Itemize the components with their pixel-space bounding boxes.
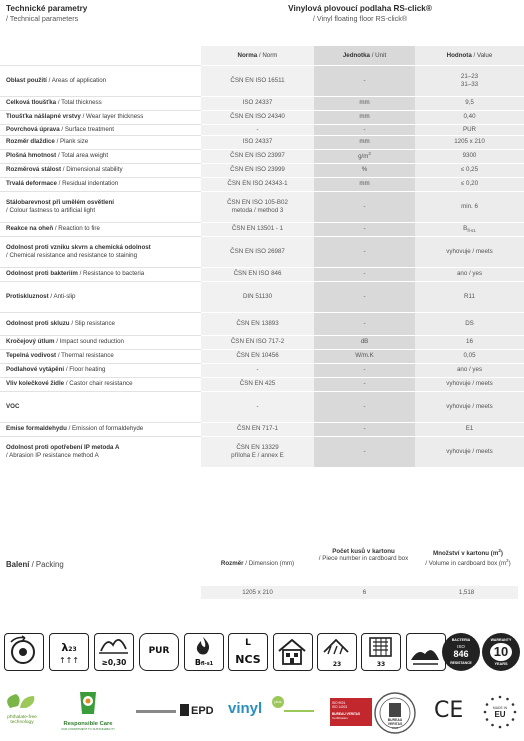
unit-cell — [314, 422, 415, 436]
value-cell — [415, 177, 524, 191]
norm-cell — [201, 335, 314, 349]
table-row — [0, 312, 524, 335]
param-value: 1205 x 210 — [454, 138, 485, 146]
param-name-en: / Total thickness — [57, 99, 102, 107]
property-icons-row — [4, 633, 520, 673]
abrasion-icon — [4, 633, 44, 671]
table-row — [0, 349, 524, 363]
unit-value: - — [363, 292, 366, 300]
packing-pieces-header: Počet kusů v kartonu / Piece number in cardboard box — [318, 548, 409, 563]
param-value: 9,5 — [465, 99, 474, 107]
page-subtitle: / Technical parameters — [6, 14, 79, 23]
norm-value: ČSN EN ISO 26987 — [230, 247, 285, 255]
unit-cell — [314, 222, 415, 236]
param-name-en: / Thermal resistance — [57, 352, 114, 360]
unit-value: - — [363, 247, 366, 255]
param-cell — [0, 177, 201, 191]
param-name-en: / Impact sound reduction — [56, 338, 124, 346]
norm-cell — [201, 222, 314, 236]
product-title: Vinylová plovoucí podlaha RS-click® — [288, 4, 432, 13]
value-sub: fl-s1 — [467, 227, 476, 233]
technical-parameters-table — [0, 46, 524, 467]
table-row — [0, 163, 524, 177]
param-name-cz: Trvalá deformace — [6, 180, 57, 188]
param-value: vyhovuje / meets — [446, 247, 493, 255]
norm-column-header: Norma / Norm — [201, 46, 314, 65]
ncs-icon — [228, 633, 268, 671]
bacteria-line4: RESISTANCE — [450, 661, 472, 665]
param-cell — [0, 335, 201, 349]
value-cell — [415, 312, 524, 335]
param-name-en: / Colour fastness to artificial light — [6, 206, 96, 214]
unit-cell — [314, 281, 415, 312]
norm-cell — [201, 312, 314, 335]
unit-value: mm — [359, 138, 370, 146]
iso-line2: ISO 14001 — [332, 705, 348, 709]
param-value: PUR — [462, 125, 477, 133]
param-cell — [0, 363, 201, 377]
param-cell — [0, 124, 201, 135]
epd-logo — [136, 704, 216, 720]
norm-value: ČSN EN 10456 — [236, 352, 279, 360]
norm-value: ČSN EN 13329 — [236, 444, 279, 452]
param-column-header — [0, 46, 201, 65]
norm-cell — [201, 191, 314, 222]
unit-cell — [314, 377, 415, 391]
bacteria-line2: ISO — [457, 644, 465, 649]
norm-value: ČSN EN 13893 — [236, 319, 279, 327]
unit-cell — [314, 312, 415, 335]
packing-pieces-value: 6 — [362, 589, 367, 596]
param-name-cz: Plošná hmotnost — [6, 152, 57, 160]
param-name-cz: Povrchová úprava — [6, 125, 60, 133]
norm-cell — [201, 135, 314, 149]
eu-line2: EU — [494, 710, 506, 719]
iso-line4: Certification — [332, 716, 348, 720]
param-name-en: / Areas of application — [48, 76, 107, 84]
table-row — [0, 267, 524, 281]
param-cell — [0, 163, 201, 177]
param-value: 0,40 — [463, 113, 476, 121]
warranty-line2: YEARS — [494, 662, 508, 666]
iso-certificate-logo — [330, 698, 372, 726]
param-name-cz: Tloušťka nášlapné vrstvy — [6, 113, 81, 121]
value-cell — [415, 391, 524, 422]
norm-cell — [201, 391, 314, 422]
unit-value: % — [361, 166, 368, 174]
table-row — [0, 436, 524, 467]
norm-value: ČSN EN ISO 23999 — [230, 166, 285, 174]
table-header-row — [0, 46, 524, 65]
param-value: vyhovuje / meets — [446, 380, 493, 388]
param-cell — [0, 149, 201, 163]
unit-cell — [314, 191, 415, 222]
phthalate-line2: technology — [10, 720, 34, 725]
unit-cell — [314, 236, 415, 267]
unit-cell — [314, 335, 415, 349]
fire-sub: fl-s1 — [200, 661, 214, 667]
param-cell — [0, 312, 201, 335]
value-cell — [415, 281, 524, 312]
param-name-cz: Reakce na oheň — [6, 225, 54, 233]
unit-column-header: Jednotka / Unit — [314, 46, 415, 65]
norm-value-2: příloha E / annex E — [231, 451, 284, 459]
packing-title: Balení / Packing — [6, 560, 64, 569]
responsible-care-label: Responsible Care — [63, 721, 113, 727]
param-value: 16 — [466, 338, 473, 346]
arrows-label: ↑↑↑ — [58, 656, 80, 665]
iso-line3: BUREAU VERITAS — [332, 712, 361, 716]
param-name-en: / Residual indentation — [58, 180, 119, 188]
table-row — [0, 135, 524, 149]
vinylplus-logo — [228, 700, 318, 724]
param-name-cz: Oblast použití — [6, 76, 47, 84]
param-cell — [0, 436, 201, 467]
norm-value: - — [256, 402, 259, 410]
param-name-cz: Odolnost proti opotřebení IP metoda A — [6, 444, 120, 452]
class-33-label: 33 — [376, 661, 386, 668]
unit-cell — [314, 135, 415, 149]
bureau-veritas-logo — [372, 690, 418, 736]
packing-dimension-header: Rozměr / Dimension (mm) — [220, 560, 295, 567]
param-value: R11 — [464, 292, 475, 300]
norm-cell — [201, 377, 314, 391]
product-subtitle: / Vinyl floating floor RS-click® — [312, 14, 408, 23]
param-value-2: 31–33 — [460, 80, 479, 88]
unit-cell — [314, 391, 415, 422]
param-name-en: / Chemical resistance and resistance to staining — [6, 251, 138, 259]
bacteria-resistance-badge — [442, 633, 480, 671]
param-cell — [0, 65, 201, 96]
norm-cell — [201, 422, 314, 436]
page-header — [6, 4, 518, 34]
param-name-en: / Wear layer thickness — [82, 113, 144, 121]
packing-values-row — [201, 586, 518, 599]
param-value: ano / yes — [456, 366, 483, 374]
param-value: E1 — [465, 425, 474, 433]
table-row — [0, 281, 524, 312]
class-33-icon — [361, 633, 401, 671]
norm-cell — [201, 236, 314, 267]
unit-value: - — [363, 448, 366, 456]
param-value: vyhovuje / meets — [446, 448, 493, 456]
pur-label: PUR — [148, 646, 170, 656]
norm-cell — [201, 124, 314, 135]
table-row — [0, 191, 524, 222]
ncs-top-label: L — [245, 638, 251, 648]
value-cell — [415, 65, 524, 96]
param-cell — [0, 96, 201, 110]
pur-icon — [139, 633, 179, 671]
param-value: ≤ 0,25 — [460, 166, 479, 174]
vinylplus-line — [284, 710, 314, 712]
param-name-cz: Rozměrová stálost — [6, 166, 62, 174]
param-name-cz: Protiskluznost — [6, 292, 49, 300]
fire-label: B — [194, 658, 201, 667]
class-23-label: 23 — [332, 661, 342, 668]
norm-value-2: metoda / method 3 — [231, 206, 284, 214]
unit-cell — [314, 110, 415, 124]
unit-value: - — [363, 125, 366, 133]
norm-cell — [201, 436, 314, 467]
unit-cell — [314, 124, 415, 135]
norm-value: ISO 24337 — [242, 138, 273, 146]
param-value: 21–23 — [460, 73, 479, 81]
value-cell — [415, 335, 524, 349]
value-cell — [415, 163, 524, 177]
warranty-line1: WARRANTY — [490, 638, 512, 642]
epd-bar — [136, 710, 176, 713]
unit-cell — [314, 163, 415, 177]
norm-cell — [201, 163, 314, 177]
lambda-label: λ — [61, 641, 69, 654]
table-row — [0, 377, 524, 391]
norm-value: DIN 51130 — [242, 292, 273, 300]
param-value: 0,05 — [463, 352, 476, 360]
param-value: DS — [465, 319, 474, 327]
value-cell — [415, 236, 524, 267]
table-row — [0, 110, 524, 124]
phthalate-line1: phthalate-free — [7, 715, 37, 720]
param-cell — [0, 377, 201, 391]
param-name-en: / Castor chair resistance — [65, 380, 133, 388]
norm-value: - — [256, 125, 259, 133]
header-right — [274, 4, 446, 23]
bv-line1: BUREAU — [387, 718, 403, 722]
param-name-cz: Tepelná vodivost — [6, 352, 57, 360]
norm-value: ČSN EN ISO 23997 — [230, 152, 285, 160]
bacteria-line3: 846 — [453, 649, 469, 659]
vinylplus-plus: plus — [272, 696, 284, 708]
param-name-cz: Rozměr dlaždice — [6, 138, 55, 146]
class-icon — [49, 633, 89, 671]
unit-value: - — [363, 425, 366, 433]
bv-year: 1828 — [391, 726, 399, 730]
unit-value: - — [363, 380, 366, 388]
norm-cell — [201, 177, 314, 191]
norm-value: ČSN EN ISO 16511 — [230, 76, 285, 84]
unit-cell — [314, 96, 415, 110]
param-name-en: / Surface treatment — [61, 125, 115, 133]
param-name-cz: Odolnost proti skluzu — [6, 319, 70, 327]
param-cell — [0, 349, 201, 363]
norm-value: - — [256, 366, 259, 374]
table-body — [0, 65, 524, 467]
unit-cell — [314, 349, 415, 363]
epd-label: EPD — [191, 705, 214, 717]
table-row — [0, 177, 524, 191]
value-cell — [415, 349, 524, 363]
norm-value: ISO 24337 — [242, 99, 273, 107]
value-cell — [415, 377, 524, 391]
value-cell — [415, 149, 524, 163]
packing-volume-header: Množství v kartonu $(m^2)$ / Volume in cardboard box $(m^2)$ — [425, 548, 511, 567]
value-cell — [415, 222, 524, 236]
param-cell — [0, 222, 201, 236]
unit-value: g/m — [358, 153, 369, 161]
param-name-cz: Celková tloušťka — [6, 99, 57, 107]
param-name-en: / Abrasion IP resistance method A — [6, 451, 99, 459]
house-icon — [273, 633, 313, 671]
param-name-en: / Dimensional stability — [62, 166, 123, 174]
unit-value: W/m.K — [355, 352, 374, 360]
param-cell — [0, 267, 201, 281]
thickness-icon — [94, 633, 134, 671]
param-name-en: / Emission of formaldehyde — [68, 425, 144, 433]
param-value: min. 6 — [461, 202, 478, 210]
unit-value: dB — [360, 338, 369, 346]
param-cell — [0, 422, 201, 436]
norm-value: ČSN EN 425 — [239, 380, 276, 388]
param-name-cz: Kročejový útlum — [6, 338, 55, 346]
norm-value: ČSN EN ISO 717-2 — [230, 338, 285, 346]
norm-cell — [201, 65, 314, 96]
packing-header — [0, 542, 524, 582]
thickness-label: ≥0,30 — [101, 658, 127, 667]
param-name-en: / Slip resistance — [71, 319, 116, 327]
norm-cell — [201, 149, 314, 163]
value-cell — [415, 191, 524, 222]
packing-volume-value: 1,518 — [458, 589, 475, 596]
norm-cell — [201, 110, 314, 124]
table-row — [0, 363, 524, 377]
unit-value: - — [363, 202, 366, 210]
page-title: Technické parametry — [6, 4, 88, 13]
value-cell — [415, 267, 524, 281]
packing-dimension-value: 1205 x 210 — [242, 589, 273, 596]
made-in-eu-logo — [482, 694, 518, 730]
param-cell — [0, 191, 201, 222]
value-cell — [415, 124, 524, 135]
norm-cell — [201, 96, 314, 110]
table-row — [0, 391, 524, 422]
param-name-en: / Resistance to bacteria — [79, 270, 145, 278]
norm-value: ČSN EN ISO 846 — [233, 270, 282, 278]
norm-value: ČSN EN ISO 24340 — [230, 113, 285, 121]
warranty-badge — [482, 633, 520, 671]
unit-value: - — [363, 225, 366, 233]
norm-cell — [201, 363, 314, 377]
param-name-cz: Odolnost proti vzniku skvrn a chemická odolnost — [6, 244, 151, 252]
unit-cell — [314, 177, 415, 191]
norm-cell — [201, 281, 314, 312]
vinylplus-label: vinyl — [228, 700, 263, 717]
unit-value: mm — [359, 99, 370, 107]
param-name-cz: VOC — [6, 402, 20, 410]
warranty-years-number: 10 — [490, 643, 512, 661]
param-value: vyhovuje / meets — [446, 402, 493, 410]
norm-value: ČSN EN ISO 105-B02 — [227, 199, 288, 207]
param-name-en: / Anti-slip — [50, 292, 76, 300]
param-cell — [0, 236, 201, 267]
lambda-sub: 23 — [68, 646, 77, 653]
certification-logos-row — [0, 690, 524, 736]
norm-cell — [201, 267, 314, 281]
param-value: B — [463, 224, 468, 232]
table-row — [0, 236, 524, 267]
param-value: ≤ 0,20 — [460, 180, 479, 188]
param-cell — [0, 110, 201, 124]
table-row — [0, 124, 524, 135]
unit-sup: 2 — [368, 151, 371, 157]
bv-line2: VERITAS — [387, 722, 403, 726]
param-name-en: / Reaction to fire — [54, 225, 100, 233]
table-row — [0, 96, 524, 110]
unit-cell — [314, 363, 415, 377]
iso-line1: ISO 9001 — [332, 701, 346, 705]
param-name-en: / Floor heating — [65, 366, 106, 374]
stone-tile-icon — [406, 633, 446, 671]
norm-value: ČSN EN 717-1 — [237, 425, 278, 433]
unit-value: - — [363, 319, 366, 327]
table-row — [0, 335, 524, 349]
param-cell — [0, 391, 201, 422]
table-row — [0, 222, 524, 236]
fire-icon — [184, 633, 224, 671]
responsible-care-logo — [58, 690, 118, 734]
param-cell — [0, 135, 201, 149]
header-left — [6, 4, 87, 23]
param-name-cz: Emise formaldehydu — [6, 425, 67, 433]
ncs-label: NCS — [235, 653, 261, 666]
norm-value: ČSN EN ISO 24343-1 — [227, 180, 288, 188]
norm-value: ČSN EN 13501 - 1 — [231, 225, 284, 233]
ce-mark-logo: CE — [434, 698, 464, 723]
class-23-icon — [317, 633, 357, 671]
unit-value: - — [363, 76, 366, 84]
table-row — [0, 65, 524, 96]
param-name-cz: Vliv kolečkové židle — [6, 380, 65, 388]
table-row — [0, 149, 524, 163]
unit-cell — [314, 267, 415, 281]
phthalate-free-logo — [2, 692, 42, 728]
unit-value: mm — [359, 113, 370, 121]
param-name-en: / Total area weight — [57, 152, 109, 160]
param-value: 9300 — [462, 152, 477, 160]
unit-value: - — [363, 366, 366, 374]
unit-cell — [314, 436, 415, 467]
unit-value: - — [363, 270, 366, 278]
value-column-header: Hodnota / Value — [415, 46, 524, 65]
param-name-cz: Podlahové vytápění — [6, 366, 65, 374]
eu-line1: MADE IN — [492, 706, 508, 710]
param-cell — [0, 281, 201, 312]
unit-value: - — [363, 402, 366, 410]
param-name-cz: Stálobarevnost při umělém osvětlení — [6, 199, 114, 207]
responsible-care-sub: OUR COMMITMENT TO SUSTAINABILITY — [61, 727, 115, 731]
unit-value: mm — [359, 180, 370, 188]
norm-cell — [201, 349, 314, 363]
value-cell — [415, 422, 524, 436]
param-value: ano / yes — [456, 270, 483, 278]
unit-cell — [314, 149, 415, 163]
bacteria-line1: BACTERIA — [451, 638, 471, 642]
table-row — [0, 422, 524, 436]
value-cell — [415, 135, 524, 149]
value-cell — [415, 436, 524, 467]
value-cell — [415, 96, 524, 110]
param-name-en: / Plank size — [56, 138, 89, 146]
value-cell — [415, 363, 524, 377]
param-name-cz: Odolnost proti bakteriím — [6, 270, 78, 278]
unit-cell — [314, 65, 415, 96]
value-cell — [415, 110, 524, 124]
epd-mark — [180, 704, 189, 716]
